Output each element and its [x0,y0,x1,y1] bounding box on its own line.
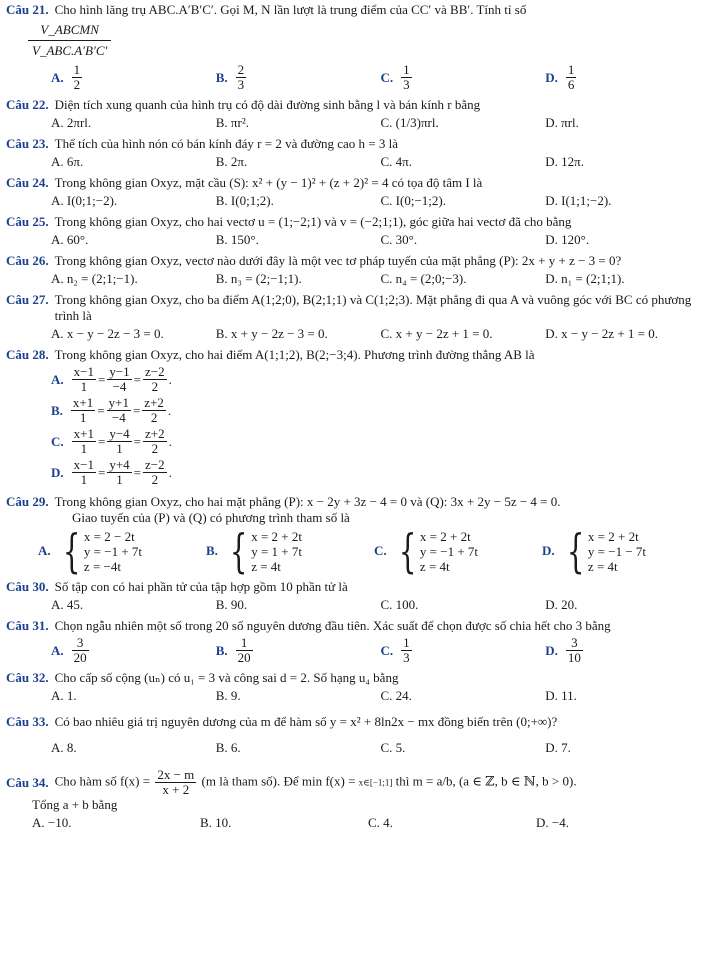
options [6,815,710,831]
question-30 [6,579,710,613]
question-number: Câu 21. [6,2,49,17]
option-d[interactable]: D. $\frac{3}{10}$ [545,635,581,665]
question-stem: Trong không gian Oxyz, cho ba điểm A(1;2;0), B(2;1;1) và C(1;2;3). Mặt phẳng đi qua A và vuông góc với BC có phương trình là [54,292,692,323]
option-a[interactable]: A. { x = 2 − 2t y = −1 + 7t z = −4t [38,524,143,578]
option-b[interactable]: B. 90. [215,597,248,612]
question-number: Câu 31. [6,618,49,633]
question-28 [6,347,710,489]
option-a[interactable]: A. 2πrl. [51,115,92,130]
question-stem: Trong không gian Oxyz, vectơ nào dưới đây là một vec tơ pháp tuyến của mặt phẳng (P): 2x + y + z − 3 = 0? [54,253,622,268]
question-27 [6,292,710,342]
question-stem: Trong không gian Oxyz, cho hai điểm A(1;1;2), B(2;−3;4). Phương trình đường thẳng AB là [54,347,535,362]
options [6,154,710,170]
options [6,193,710,209]
option-a[interactable]: A. n₂ = (2;1;−1). [51,271,138,286]
question-number: Câu 26. [6,253,49,268]
option-d[interactable]: D. 11. [545,688,577,703]
option-c[interactable]: C. 30°. [380,232,418,247]
question-25 [6,214,710,248]
question-number: Câu 29. [6,494,49,509]
option-a[interactable]: A. 8. [51,740,77,755]
option-a[interactable]: A. $\frac{3}{20}$ [51,635,87,665]
question-22 [6,97,710,131]
option-c[interactable]: C. { x = 2 + 2t y = −1 + 7t z = 4t [374,524,479,578]
option-d[interactable]: D. −4. [536,815,569,830]
option-a[interactable]: A. 45. [51,597,84,612]
option-c[interactable]: C. $\frac{x+1}{1}$ = $\frac{y-4}{1}$ = $\frac{z+2}{2}$ . [51,426,172,456]
option-a[interactable]: A. $\frac{x-1}{1}$ = $\frac{y-1}{-4}$ = $\frac{z-2}{2}$ . [51,364,172,394]
volume-ratio: $\frac{\text{V\_ABCMN}}{\text{V\_ABC.A′B′C′}}$ [28,20,111,61]
option-b[interactable]: B. x + y − 2z − 3 = 0. [215,326,328,341]
question-stem: Trong không gian Oxyz, mặt cầu (S): x² + (y − 1)² + (z + 2)² = 4 có tọa độ tâm I là [54,175,483,190]
options [6,524,710,578]
question-number: Câu 22. [6,97,49,112]
option-d[interactable]: D. { x = 2 + 2t y = −1 − 7t z = 4t [542,524,647,578]
options [6,740,710,756]
option-b[interactable]: B. 9. [215,688,241,703]
question-stem: Chọn ngẫu nhiên một số trong 20 số nguyên dương đầu tiên. Xác suất để chọn được số chia hết cho 3 bằng [54,618,611,633]
option-b[interactable]: B. n₃ = (2;−1;1). [215,271,302,286]
options [6,636,710,665]
option-d[interactable]: D. 7. [545,740,571,755]
option-a[interactable]: A. 6π. [51,154,84,169]
option-c[interactable]: C. x + y − 2z + 1 = 0. [380,326,493,341]
question-29 [6,494,710,578]
question-stem: Thể tích của hình nón có bán kính đáy r = 2 và đường cao h = 3 là [54,136,399,151]
option-c[interactable]: C. 5. [380,740,406,755]
option-d[interactable]: D. πrl. [545,115,579,130]
option-b[interactable]: B. $\frac{1}{20}$ [215,635,251,665]
question-stem-continued: Tổng a + b bằng [32,797,118,812]
question-number: Câu 30. [6,579,49,594]
options [6,232,710,248]
question-21 [6,2,710,92]
question-23 [6,136,710,170]
question-stem: Cho hình lăng trụ ABC.A′B′C′. Gọi M, N lần lượt là trung điểm của CC′ và BB′. Tính tỉ số [54,2,527,17]
question-number: Câu 28. [6,347,49,362]
option-b[interactable]: B. { x = 2 + 2t y = 1 + 7t z = 4t [206,524,302,578]
question-number: Câu 27. [6,292,49,307]
question-stem: Cho cấp số cộng (uₙ) có u₁ = 3 và công sai d = 2. Số hạng u₄ bằng [54,670,399,685]
option-b[interactable]: B. $\frac{x+1}{1}$ = $\frac{y+1}{-4}$ = $\frac{z+2}{2}$ . [51,395,172,425]
question-24 [6,175,710,209]
question-number: Câu 25. [6,214,49,229]
options [6,63,710,92]
option-b[interactable]: B. 10. [200,815,232,830]
question-number: Câu 24. [6,175,49,190]
option-a[interactable]: A. I(0;1;−2). [51,193,118,208]
question-stem: Trong không gian Oxyz, cho hai mặt phẳng (P): x − 2y + 3z − 4 = 0 và (Q): 3x + 2y − 5z − 4 = 0. [54,494,561,509]
option-d[interactable]: D. $\frac{x-1}{1}$ = $\frac{y+4}{1}$ = $\frac{z-2}{2}$ . [51,457,172,487]
question-26 [6,253,710,287]
option-b[interactable]: B. 150°. [215,232,259,247]
question-number: Câu 23. [6,136,49,151]
question-stem: Số tập con có hai phần tử của tập hợp gồm 10 phần tử là [54,579,348,594]
options [6,597,710,613]
options [6,326,710,342]
option-b[interactable]: B. πr². [215,115,249,130]
options [6,271,710,287]
option-d[interactable]: D. 20. [545,597,578,612]
option-d[interactable]: D. I(1;1;−2). [545,193,612,208]
option-a[interactable]: A. x − y − 2z − 3 = 0. [51,326,164,341]
option-d[interactable]: D. n₁ = (2;1;1). [545,271,625,286]
question-stem-continued: Giao tuyến của (P) và (Q) có phương trình tham số là [72,510,350,525]
option-d[interactable]: D. 12π. [545,154,584,169]
question-number: Câu 32. [6,670,49,685]
option-d[interactable]: D. 120°. [545,232,590,247]
option-b[interactable]: B. $\frac{2}{3}$ [215,62,245,92]
question-33 [6,714,710,756]
option-b[interactable]: B. 2π. [215,154,248,169]
option-c[interactable]: C. n₄ = (2;0;−3). [380,271,467,286]
option-c[interactable]: C. $\frac{1}{3}$ [380,62,410,92]
option-c[interactable]: C. (1/3)πrl. [380,115,439,130]
option-d[interactable]: D. $\frac{1}{6}$ [545,62,575,92]
option-c[interactable]: C. 4. [368,815,393,830]
question-number: Câu 33. [6,714,49,729]
option-c[interactable]: C. $\frac{1}{3}$ [380,635,410,665]
option-b[interactable]: B. 6. [215,740,241,755]
question-34 [6,768,710,831]
question-32 [6,670,710,704]
question-31 [6,618,710,665]
options [6,365,710,489]
option-c[interactable]: C. 4π. [380,154,412,169]
option-b[interactable]: B. I(0;1;2). [215,193,274,208]
question-stem: Cho hàm số f(x) = $\frac{2x - m}{x + 2}$ (m là tham số). Để min f(x) = x∈[−1;1] thì m = a/b, (a ∈ ℤ, b ∈ ℕ, b > 0). [54,767,577,797]
question-stem: Diện tích xung quanh của hình trụ có độ dài đường sinh bằng l và bán kính r bằng [54,97,481,112]
option-a[interactable]: A. $\frac{1}{2}$ [51,62,81,92]
option-c[interactable]: C. 24. [380,688,412,703]
option-a[interactable]: A. 1. [51,688,77,703]
option-c[interactable]: C. 100. [380,597,419,612]
option-a[interactable]: A. −10. [32,815,72,830]
option-a[interactable]: A. 60°. [51,232,89,247]
question-number: Câu 34. [6,774,49,790]
options [6,115,710,131]
options [6,688,710,704]
question-stem: Trong không gian Oxyz, cho hai vectơ u = (1;−2;1) và v = (−2;1;1), góc giữa hai vectơ đã cho bằng [54,214,572,229]
question-stem: Có bao nhiêu giá trị nguyên dương của m để hàm số y = x² + 8ln2x − mx đồng biến trên (0;+∞)? [54,714,558,729]
option-c[interactable]: C. I(0;−1;2). [380,193,446,208]
option-d[interactable]: D. x − y − 2z + 1 = 0. [545,326,658,341]
